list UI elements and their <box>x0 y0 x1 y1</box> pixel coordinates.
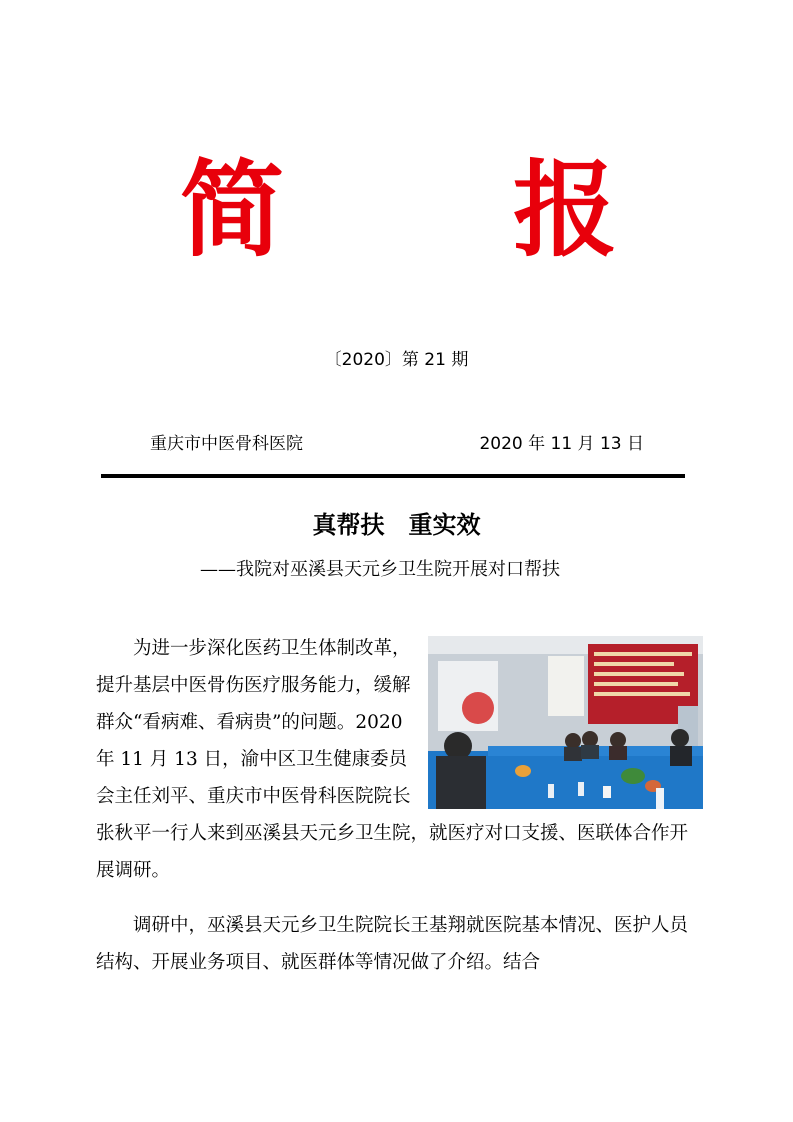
article-subtitle: ——我院对巫溪县天元乡卫生院开展对口帮扶 <box>200 559 560 580</box>
paragraph-1-text: 为进一步深化医药卫生体制改革，提升基层中医骨伤医疗服务能力，缓解群众“看病难、看病贵”的问题。2020 年 11 月 13 日，渝中区卫生健康委员会主任刘平、重庆市中医骨科医院院长张秋平一行人来到巫溪县天元乡卫生院，就医疗对口支援、医联体合作开展调研。 <box>96 638 689 881</box>
issue-number: 〔2020〕第 21 期 <box>324 350 469 370</box>
masthead <box>0 150 793 270</box>
publish-date: 2020 年 11 月 13 日 <box>479 434 644 454</box>
article-title: 真帮扶 重实效 <box>312 510 481 539</box>
photo-wrap-spacer <box>421 630 696 810</box>
masthead-char-2: 报 <box>513 149 618 271</box>
publisher-name: 重庆市中医骨科医院 <box>150 434 303 454</box>
publisher-line <box>150 430 644 458</box>
article-paragraph-1 <box>96 630 696 889</box>
paragraph-2-text: 调研中，巫溪县天元乡卫生院院长王基翔就医院基本情况、医护人员结构、开展业务项目、就医群体等情况做了介绍。结合 <box>96 915 689 973</box>
masthead-char-1: 简 <box>180 149 285 271</box>
article-paragraph-2 <box>96 907 696 981</box>
header-divider <box>101 474 685 478</box>
